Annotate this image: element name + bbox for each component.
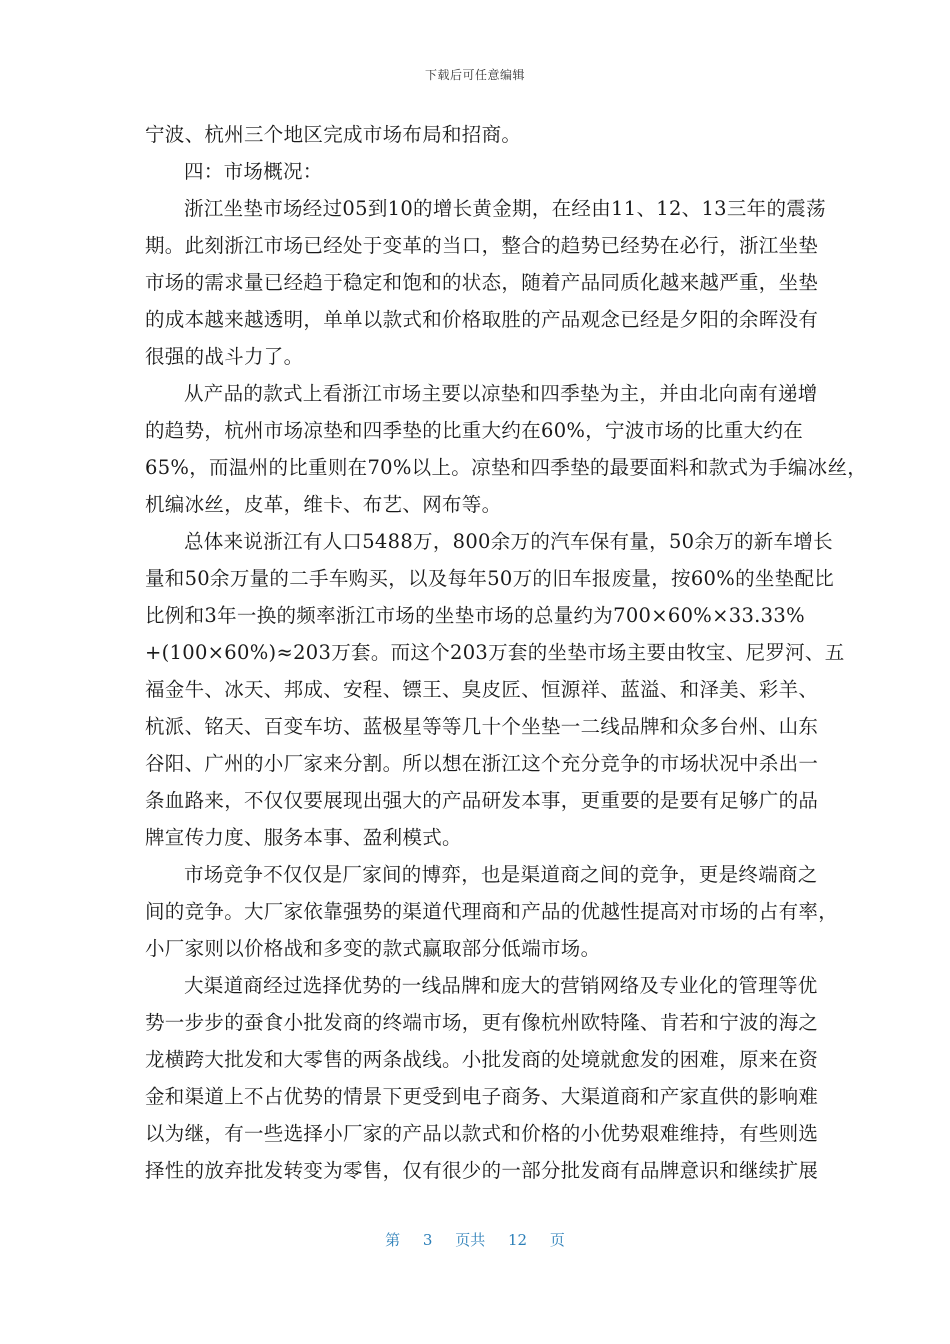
page-header: 下载后可任意编辑	[424, 68, 525, 82]
page-footer	[0, 1229, 950, 1250]
text-line: +(100×60%)≈203万套。而这个203万套的坐垫市场主要由牧宝、尼罗河、五	[145, 641, 845, 664]
text-line: 金和渠道上不占优势的情景下更受到电子商务、大渠道商和产家直供的影响难	[145, 1085, 819, 1108]
page-label: 第	[385, 1231, 401, 1249]
text-line: 市场的需求量已经趋于稳定和饱和的状态，随着产品同质化越来越严重，坐垫	[145, 271, 819, 294]
text-line: 大渠道商经过选择优势的一线品牌和庞大的营销网络及专业化的管理等优	[184, 974, 818, 997]
text-line: 浙江坐垫市场经过05到10的增长黄金期，在经由11、12、13三年的震荡	[184, 197, 826, 220]
text-line: 谷阳、广州的小厂家来分割。所以想在浙江这个充分竞争的市场状况中杀出一	[145, 752, 819, 775]
text-line: 量和50余万量的二手车购买，以及每年50万的旧车报废量，按60%的坐垫配比	[145, 567, 835, 590]
total-pages: 12	[508, 1231, 528, 1249]
page-mid-label: 页共	[455, 1231, 486, 1249]
text-line: 以为继，有一些选择小厂家的产品以款式和价格的小优势艰难维持，有些则选	[145, 1122, 819, 1145]
text-line: 杭派、铭天、百变车坊、蓝极星等等几十个坐垫一二线品牌和众多台州、山东	[145, 715, 819, 738]
text-line: 期。此刻浙江市场已经处于变革的当口，整合的趋势已经势在必行，浙江坐垫	[145, 234, 819, 257]
text-line: 势一步步的蚕食小批发商的终端市场，更有像杭州欧特隆、肯若和宁波的海之	[145, 1011, 819, 1034]
text-line: 机编冰丝，皮革，维卡、布艺、网布等。	[145, 493, 502, 516]
text-line: 条血路来，不仅仅要展现出强大的产品研发本事，更重要的是要有足够广的品	[145, 789, 819, 812]
text-line: 择性的放弃批发转变为零售，仅有很少的一部分批发商有品牌意识和继续扩展	[145, 1159, 819, 1182]
text-line: 的趋势，杭州市场凉垫和四季垫的比重大约在60%，宁波市场的比重大约在	[145, 419, 804, 442]
text-line: 从产品的款式上看浙江市场主要以凉垫和四季垫为主，并由北向南有递增	[184, 382, 818, 405]
text-line: 牌宣传力度、服务本事、盈利模式。	[145, 826, 462, 849]
text-line: 65%，而温州的比重则在70%以上。凉垫和四季垫的最要面料和款式为手编冰丝，	[145, 456, 868, 479]
text-line: 市场竞争不仅仅是厂家间的博弈，也是渠道商之间的竞争，更是终端商之	[184, 863, 818, 886]
text-line: 总体来说浙江有人口5488万，800余万的汽车保有量，50余万的新车增长	[184, 530, 833, 553]
text-line: 的成本越来越透明，单单以款式和价格取胜的产品观念已经是夕阳的余晖没有	[145, 308, 819, 331]
text-line: 龙横跨大批发和大零售的两条战线。小批发商的处境就愈发的困难，原来在资	[145, 1048, 819, 1071]
page-number: 3	[422, 1231, 433, 1249]
page-suffix: 页	[549, 1231, 565, 1249]
document-body	[145, 116, 868, 1189]
text-line: 宁波、杭州三个地区完成市场布局和招商。	[145, 123, 522, 146]
text-line: 很强的战斗力了。	[145, 345, 304, 368]
text-line: 福金牛、冰天、邦成、安程、镖王、臭皮匠、恒源祥、蓝溢、和泽美、彩羊、	[145, 678, 819, 701]
text-line: 小厂家则以价格战和多变的款式赢取部分低端市场。	[145, 937, 601, 960]
text-line: 间的竞争。大厂家依靠强势的渠道代理商和产品的优越性提高对市场的占有率，	[145, 900, 839, 923]
text-line: 比例和3年一换的频率浙江市场的坐垫市场的总量约为700×60%×33.33%	[145, 604, 805, 627]
section-heading: 四：市场概况：	[184, 160, 323, 183]
